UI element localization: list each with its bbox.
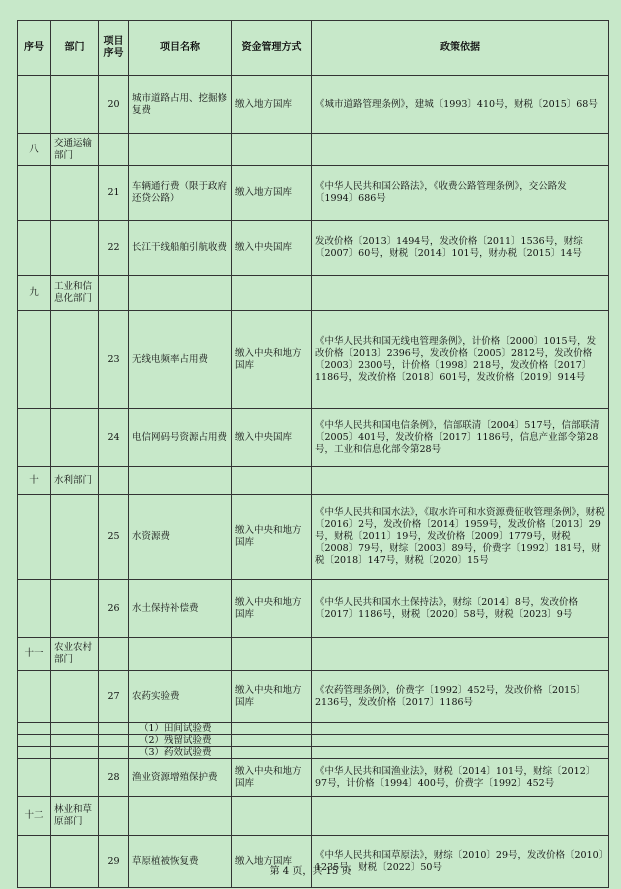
cell-dept <box>51 221 99 276</box>
cell-dept <box>51 735 99 747</box>
cell-item-name: 草原植被恢复费 <box>129 836 232 888</box>
cell-item-name: 车辆通行费（限于政府还贷公路） <box>129 166 232 221</box>
cell-item-name: 水资源费 <box>129 495 232 580</box>
table-row <box>18 221 609 276</box>
cell-item-name <box>129 797 232 836</box>
table-row <box>18 76 609 134</box>
cell-seq <box>18 671 51 723</box>
cell-item-no: 28 <box>99 759 129 797</box>
table-row <box>18 735 609 747</box>
cell-item-no <box>99 735 129 747</box>
cell-dept: 林业和草原部门 <box>51 797 99 836</box>
cell-item-no: 25 <box>99 495 129 580</box>
table-row <box>18 311 609 409</box>
cell-seq <box>18 76 51 134</box>
cell-dept <box>51 723 99 735</box>
cell-item-no <box>99 467 129 495</box>
cell-seq: 十二 <box>18 797 51 836</box>
cell-policy: 《农药管理条例》，价费字〔1992〕452号，发改价格〔2015〕2136号，发改价格〔2017〕1186号 <box>312 671 609 723</box>
cell-fund-mgmt <box>232 134 312 166</box>
table-row <box>18 467 609 495</box>
cell-dept: 工业和信息化部门 <box>51 276 99 311</box>
table-row <box>18 276 609 311</box>
cell-fund-mgmt: 缴入地方国库 <box>232 76 312 134</box>
page-footer: 第 4 页，共 15 页 <box>269 866 352 877</box>
cell-seq <box>18 759 51 797</box>
cell-dept: 水利部门 <box>51 467 99 495</box>
cell-policy <box>312 723 609 735</box>
cell-fund-mgmt <box>232 797 312 836</box>
cell-dept <box>51 759 99 797</box>
table-row <box>18 723 609 735</box>
table-row <box>18 797 609 836</box>
cell-policy <box>312 797 609 836</box>
cell-item-name: 渔业资源增殖保护费 <box>129 759 232 797</box>
cell-item-name: （2）残留试验费 <box>129 735 232 747</box>
cell-policy <box>312 134 609 166</box>
cell-seq: 九 <box>18 276 51 311</box>
cell-fund-mgmt: 缴入地方国库 <box>232 166 312 221</box>
cell-seq <box>18 723 51 735</box>
cell-policy <box>312 638 609 671</box>
cell-seq <box>18 409 51 467</box>
table-header-row <box>18 21 609 76</box>
cell-item-name <box>129 467 232 495</box>
cell-policy: 《中华人民共和国无线电管理条例》，计价格〔2000〕1015号，发改价格〔2013〕2396号，发改价格〔2005〕2812号，发改价格〔2003〕2300号，计价格〔1998〕218号，发改价格〔2017〕1186号，发改价格〔2018〕601号，发改价格〔2019〕914号 <box>312 311 609 409</box>
cell-dept: 农业农村部门 <box>51 638 99 671</box>
cell-seq <box>18 735 51 747</box>
cell-item-no: 21 <box>99 166 129 221</box>
cell-fund-mgmt: 缴入中央和地方国库 <box>232 580 312 638</box>
cell-seq <box>18 221 51 276</box>
cell-dept: 交通运输部门 <box>51 134 99 166</box>
table-row <box>18 409 609 467</box>
cell-fund-mgmt <box>232 735 312 747</box>
cell-policy: 发改价格〔2013〕1494号，发改价格〔2011〕1536号，财综〔2007〕60号，财税〔2014〕101号，财办税〔2015〕14号 <box>312 221 609 276</box>
cell-policy <box>312 747 609 759</box>
table-row <box>18 759 609 797</box>
cell-item-no: 22 <box>99 221 129 276</box>
cell-dept <box>51 311 99 409</box>
cell-dept <box>51 409 99 467</box>
header-policy: 政策依据 <box>312 21 609 76</box>
cell-policy: 《中华人民共和国水土保持法》，财综〔2014〕8号，发改价格〔2017〕1186号，财税〔2020〕58号，财税〔2023〕9号 <box>312 580 609 638</box>
cell-item-name <box>129 134 232 166</box>
cell-item-name: 农药实验费 <box>129 671 232 723</box>
cell-fund-mgmt: 缴入中央国库 <box>232 409 312 467</box>
table-row <box>18 580 609 638</box>
table-row <box>18 638 609 671</box>
cell-seq: 十 <box>18 467 51 495</box>
cell-seq <box>18 580 51 638</box>
cell-item-name: （1）田间试验费 <box>129 723 232 735</box>
cell-item-no: 29 <box>99 836 129 888</box>
cell-item-no <box>99 747 129 759</box>
cell-dept <box>51 76 99 134</box>
cell-policy: 《中华人民共和国电信条例》，信部联清〔2004〕517号，信部联清〔2005〕401号，发改价格〔2017〕1186号，信息产业部令第28号，工业和信息化部令第28号 <box>312 409 609 467</box>
cell-seq <box>18 495 51 580</box>
cell-item-no: 23 <box>99 311 129 409</box>
cell-policy: 《中华人民共和国公路法》，《收费公路管理条例》，交公路发〔1994〕686号 <box>312 166 609 221</box>
header-item-no: 项目序号 <box>99 21 129 76</box>
header-fund-mgmt: 资金管理方式 <box>232 21 312 76</box>
table-row <box>18 166 609 221</box>
cell-dept <box>51 166 99 221</box>
cell-item-no: 26 <box>99 580 129 638</box>
cell-item-name <box>129 638 232 671</box>
cell-fund-mgmt: 缴入中央和地方国库 <box>232 671 312 723</box>
cell-item-no: 24 <box>99 409 129 467</box>
cell-policy <box>312 735 609 747</box>
cell-item-no: 20 <box>99 76 129 134</box>
cell-item-name: （3）药效试验费 <box>129 747 232 759</box>
cell-policy <box>312 467 609 495</box>
cell-fund-mgmt: 缴入中央和地方国库 <box>232 495 312 580</box>
table-row <box>18 747 609 759</box>
cell-item-name: 水土保持补偿费 <box>129 580 232 638</box>
cell-item-no <box>99 276 129 311</box>
table-row <box>18 134 609 166</box>
cell-policy: 《城市道路管理条例》，建城〔1993〕410号，财税〔2015〕68号 <box>312 76 609 134</box>
cell-seq <box>18 747 51 759</box>
cell-seq <box>18 836 51 888</box>
cell-seq: 十一 <box>18 638 51 671</box>
cell-fund-mgmt <box>232 467 312 495</box>
cell-policy: 《中华人民共和国草原法》，财综〔2010〕29号，发改价格〔2010〕1235号，财税〔2022〕50号 <box>312 836 609 888</box>
cell-seq: 八 <box>18 134 51 166</box>
cell-item-name: 电信网码号资源占用费 <box>129 409 232 467</box>
cell-policy <box>312 276 609 311</box>
cell-dept <box>51 580 99 638</box>
cell-dept <box>51 495 99 580</box>
cell-policy: 《中华人民共和国水法》，《取水许可和水资源费征收管理条例》，财税〔2016〕2号，发改价格〔2014〕1959号，发改价格〔2013〕29号，财税〔2011〕19号，发改价格〔2009〕1779号，财税〔2008〕79号，财综〔2003〕89号，价费字〔1992〕181号，财税〔2018〕147号，财税〔2020〕15号 <box>312 495 609 580</box>
cell-fund-mgmt <box>232 747 312 759</box>
table-row <box>18 671 609 723</box>
cell-fund-mgmt: 缴入中央和地方国库 <box>232 759 312 797</box>
cell-dept <box>51 747 99 759</box>
cell-policy: 《中华人民共和国渔业法》，财税〔2014〕101号，财综〔2012〕97号，计价格〔1994〕400号，价费字〔1992〕452号 <box>312 759 609 797</box>
cell-dept <box>51 671 99 723</box>
cell-item-no: 27 <box>99 671 129 723</box>
cell-fund-mgmt <box>232 638 312 671</box>
table-row <box>18 836 609 888</box>
cell-item-name: 长江干线船舶引航收费 <box>129 221 232 276</box>
cell-item-no <box>99 134 129 166</box>
cell-fund-mgmt <box>232 723 312 735</box>
table-row <box>18 495 609 580</box>
cell-fund-mgmt: 缴入中央国库 <box>232 221 312 276</box>
cell-seq <box>18 166 51 221</box>
cell-fund-mgmt: 缴入地方国库 <box>232 836 312 888</box>
cell-dept <box>51 836 99 888</box>
cell-item-name: 城市道路占用、挖掘修复费 <box>129 76 232 134</box>
cell-fund-mgmt <box>232 276 312 311</box>
cell-fund-mgmt: 缴入中央和地方国库 <box>232 311 312 409</box>
header-dept: 部门 <box>51 21 99 76</box>
cell-item-no <box>99 723 129 735</box>
policy-fee-table <box>17 20 609 888</box>
cell-item-no <box>99 797 129 836</box>
cell-item-name: 无线电频率占用费 <box>129 311 232 409</box>
cell-item-no <box>99 638 129 671</box>
header-item-name: 项目名称 <box>129 21 232 76</box>
cell-item-name <box>129 276 232 311</box>
cell-seq <box>18 311 51 409</box>
header-seq: 序号 <box>18 21 51 76</box>
